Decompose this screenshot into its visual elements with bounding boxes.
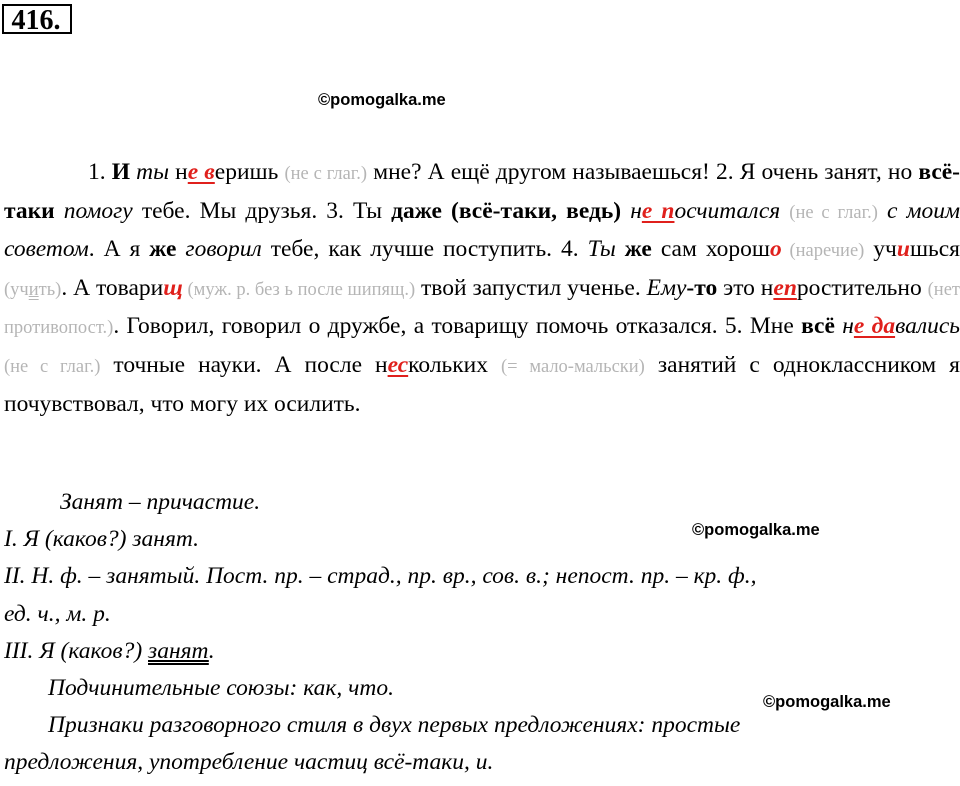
predicate-underline: занят: [148, 637, 209, 664]
watermark: ©pomogalka.me: [318, 91, 446, 109]
analysis-line: предложения, употребление частиц всё-таки, и.: [4, 749, 494, 776]
highlighted-spelling: ес: [387, 351, 409, 378]
watermark: ©pomogalka.me: [763, 693, 891, 711]
analysis-line: Признаки разговорного стиля в двух первых предложениях: простые: [48, 712, 741, 739]
exercise-paragraph: 1. И ты не веришь (не с глаг.) мне? А ещё другом называешься! 2. Я очень занят, но всё-таки помогу тебе. Мы друзья. 3. Ты даже (всё-таки, ведь) не посчитался (не с глаг.) с моим советом. А я же говорил тебе, как лучше поступить. 4. Ты же сам хорошо (наречие) учишься (учить). А товарищ (муж. р. без ь после шипящ.) твой запустил ученье. Ему-то это непростительно (нет противопост.). Говорил, говорил о дружбе, а товарищу помочь отказался. 5. Мне всё не давались (не с глаг.) точные науки. А после нескольких (= мало-мальски) занятий с одноклассником я почувствовал, что могу их осилить.: [4, 159, 960, 417]
highlighted-spelling: е да: [853, 313, 896, 340]
rule-note: (не с глаг.): [284, 164, 368, 184]
analysis-line: II. Н. ф. – занятый. Пост. пр. – страд., пр. вр., сов. в.; непост. пр. – кр. ф.,: [4, 563, 757, 590]
highlighted-spelling: о: [770, 236, 782, 263]
analysis-line: ед. ч., м. р.: [4, 600, 111, 627]
highlighted-spelling: е в: [187, 159, 215, 185]
analysis-line: III. Я (каков?) занят.: [4, 637, 215, 664]
analysis-line: I. Я (каков?) занят.: [4, 526, 200, 553]
rule-note: (учить): [4, 279, 62, 300]
rule-note: (нет противопост.): [4, 279, 960, 339]
highlighted-spelling: и: [896, 236, 910, 263]
highlighted-spelling: щ: [163, 274, 183, 301]
exercise-text: [4, 154, 960, 422]
highlighted-spelling: еп: [773, 274, 797, 301]
watermark: ©pomogalka.me: [692, 521, 820, 539]
rule-note: (не с глаг.): [789, 202, 878, 223]
word-analysis: [4, 484, 934, 782]
rule-note: (муж. р. без ь после шипящ.): [182, 279, 416, 300]
analysis-line: Подчинительные союзы: как, что.: [48, 675, 394, 702]
rule-note: (наречие): [781, 241, 865, 262]
analysis-line: Занят – причастие.: [60, 489, 261, 515]
rule-note: (не с глаг.): [4, 356, 101, 377]
highlighted-spelling: е п: [641, 197, 675, 224]
task-number: 416.: [2, 4, 72, 34]
rule-note: (= мало-мальски): [501, 356, 645, 377]
